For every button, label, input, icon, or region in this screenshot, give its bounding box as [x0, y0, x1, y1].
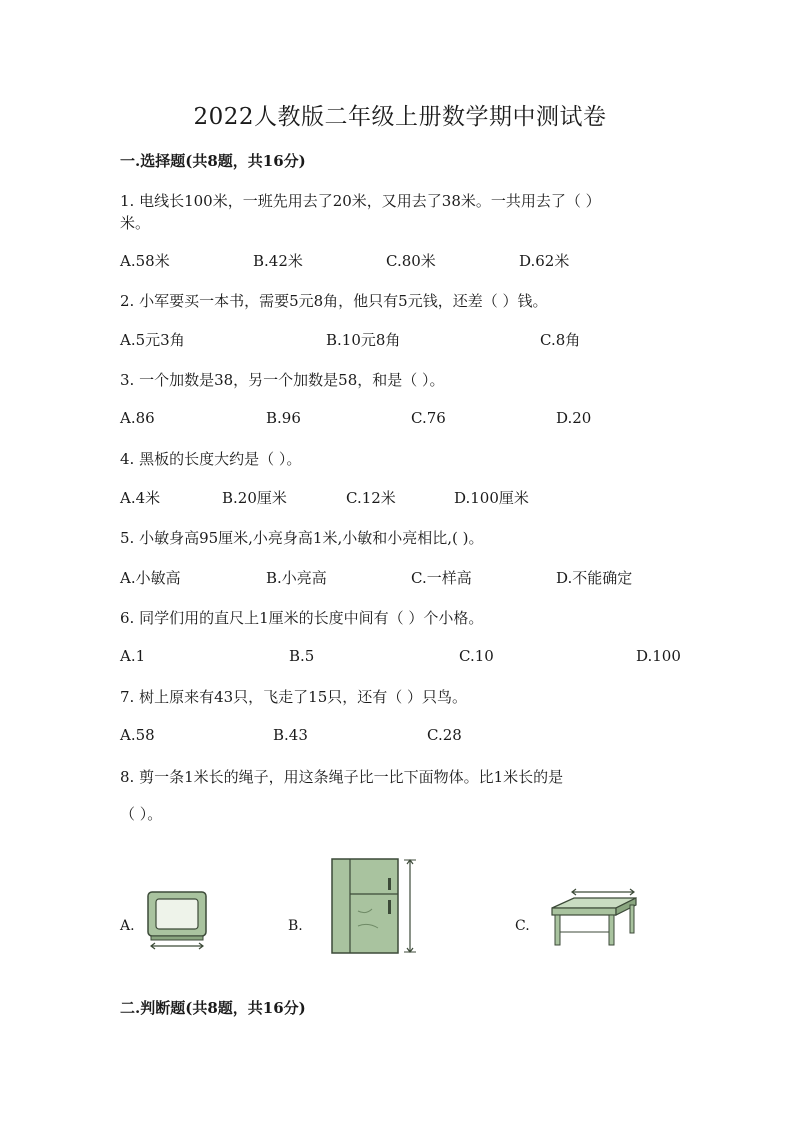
question-5-line-1: 5. 小敏身高95厘米,小亮身高1米,小敏和小亮相比,( )。 — [120, 529, 484, 547]
question-1-line-1: 1. 电线长100米，一班先用去了20米，又用去了38米。一共用去了（ ） — [120, 192, 601, 210]
q3-option-b[interactable]: B.96 — [266, 409, 301, 427]
q3-option-d[interactable]: D.20 — [556, 409, 592, 427]
question-6-line-1: 6. 同学们用的直尺上1厘米的长度中间有（ ）个小格。 — [120, 609, 484, 627]
tv-icon — [143, 888, 211, 954]
q8-option-c[interactable]: C. — [515, 918, 530, 934]
section-heading-choice: 一.选择题(共8题，共16分) — [120, 152, 306, 170]
q6-option-d[interactable]: D.100 — [636, 647, 681, 665]
q6-option-b[interactable]: B.5 — [289, 647, 315, 665]
q7-option-b[interactable]: B.43 — [273, 726, 308, 744]
q4-option-a[interactable]: A.4米 — [120, 489, 161, 507]
q3-option-c[interactable]: C.76 — [411, 409, 446, 427]
q1-option-c[interactable]: C.80米 — [386, 252, 436, 270]
q6-option-c[interactable]: C.10 — [459, 647, 494, 665]
question-1-line-2: 米。 — [120, 214, 151, 232]
q8-option-a[interactable]: A. — [120, 918, 135, 934]
question-7-line-1: 7. 树上原来有43只，飞走了15只，还有（ ）只鸟。 — [120, 688, 468, 706]
q5-option-c[interactable]: C.一样高 — [411, 569, 472, 587]
q5-option-b[interactable]: B.小亮高 — [266, 569, 327, 587]
q7-option-a[interactable]: A.58 — [120, 726, 155, 744]
q2-option-c[interactable]: C.8角 — [540, 331, 581, 349]
question-8-line-2: （ ）。 — [120, 805, 163, 823]
q1-option-a[interactable]: A.58米 — [120, 252, 170, 270]
q6-option-a[interactable]: A.1 — [120, 647, 146, 665]
q3-option-a[interactable]: A.86 — [120, 409, 155, 427]
q5-option-d[interactable]: D.不能确定 — [556, 569, 633, 587]
question-4-line-1: 4. 黑板的长度大约是（ ）。 — [120, 450, 302, 468]
page-title: 2022人教版二年级上册数学期中测试卷 — [193, 104, 607, 130]
q1-option-b[interactable]: B.42米 — [253, 252, 303, 270]
question-2-line-1: 2. 小军要买一本书，需要5元8角，他只有5元钱，还差（ ）钱。 — [120, 292, 548, 310]
question-3-line-1: 3. 一个加数是38，另一个加数是58，和是（ ）。 — [120, 371, 445, 389]
q8-option-b[interactable]: B. — [288, 918, 303, 934]
q4-option-b[interactable]: B.20厘米 — [222, 489, 287, 507]
section-heading-judgement: 二.判断题(共8题，共16分) — [120, 999, 306, 1017]
refrigerator-icon — [328, 856, 420, 956]
q5-option-a[interactable]: A.小敏高 — [120, 569, 181, 587]
q4-option-d[interactable]: D.100厘米 — [454, 489, 529, 507]
q4-option-c[interactable]: C.12米 — [346, 489, 396, 507]
q7-option-c[interactable]: C.28 — [427, 726, 462, 744]
q2-option-a[interactable]: A.5元3角 — [120, 331, 185, 349]
q1-option-d[interactable]: D.62米 — [519, 252, 570, 270]
question-8-line-1: 8. 剪一条1米长的绳子，用这条绳子比一比下面物体。比1米长的是 — [120, 768, 564, 786]
q2-option-b[interactable]: B.10元8角 — [326, 331, 401, 349]
table-icon — [544, 884, 640, 950]
